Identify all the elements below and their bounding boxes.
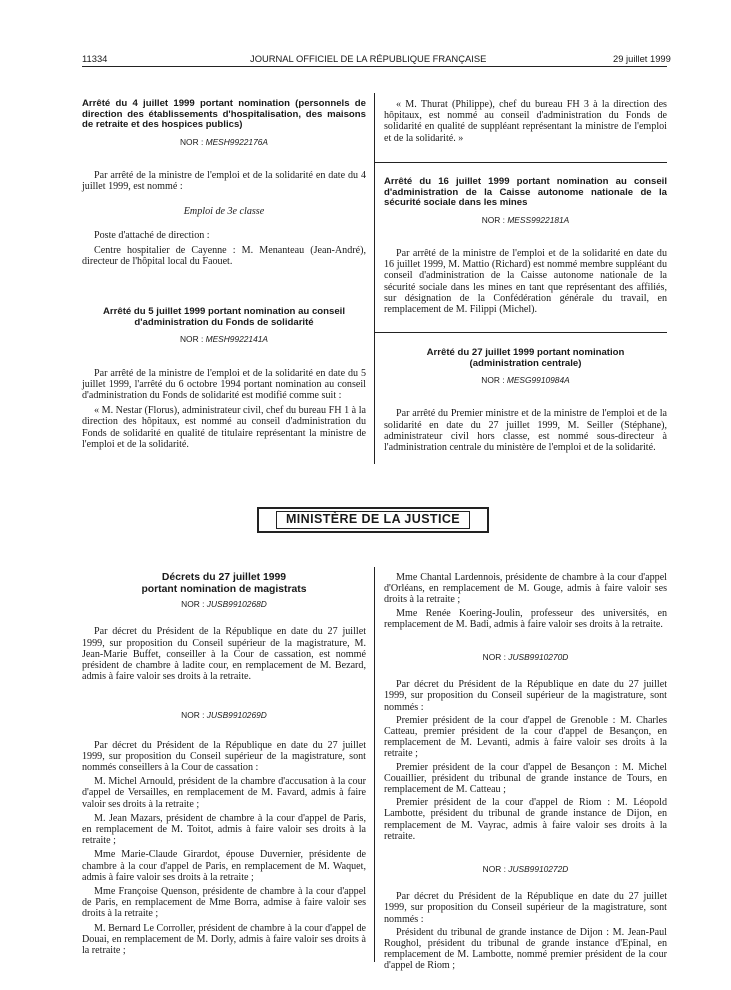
top-left-column (82, 99, 366, 450)
paragraph: Par arrêté du Premier ministre et de la ministre de l'emploi et de la solidarité en date du 27 juillet 1999, M. Seiller (Stéphane), administrateur civil hors classe, est nommé sous-directeur à l'administration centrale du ministère de l'emploi et de la solidarité. (384, 408, 667, 453)
section-rule-1 (375, 162, 667, 163)
top-right-column (384, 99, 667, 144)
paragraph: Mme Marie-Claude Girardot, épouse Duvernier, présidente de chambre à la cour d'appel de Paris, en remplacement de M. Waquet, admis à faire valoir ses droits à la retraite ; (82, 849, 366, 883)
paragraph: « M. Nestar (Florus), administrateur civil, chef du bureau FH 1 à la direction des hôpitaux, est nommé au conseil d'administration du Fonds de solidarité en qualité de titulaire représentant la ministre de l'emploi et de la solidarité. (82, 405, 366, 450)
section-title: Arrêté du 4 juillet 1999 portant nomination (personnels de direction des établissements d'hospitalisation, des maisons de retraite et des hospices publics) (82, 98, 366, 131)
ministry-label: MINISTÈRE DE LA JUSTICE (276, 511, 470, 528)
paragraph: Mme Renée Koering-Joulin, professeur des universités, en remplacement de M. Badi, admis à faire valoir ses droits à la retraite. (384, 607, 667, 630)
nor-reference: NOR : JUSB9910270D (482, 652, 569, 663)
nor-reference: NOR : JUSB9910269D (181, 710, 267, 721)
paragraph: Par décret du Président de la République en date du 27 juillet 1999, sur proposition du Conseil supérieur de la magistrature, sont nommés : (384, 891, 667, 925)
section-title: Arrêté du 16 juillet 1999 portant nomination au conseil d'administration de la Caisse autonome nationale de la sécurité sociale dans les mines (384, 176, 667, 209)
paragraph: Par arrêté de la ministre de l'emploi et de la solidarité en date du 16 juillet 1999, M. Mattio (Richard) est nommé membre suppléant du conseil d'administration de la Caisse autonome nationale de la sécurité sociale dans les mines en tant que représentant des affiliés, sur désignation de la Confédération générale du travail, en remplacement de M. Filippi (Michel). (384, 247, 667, 315)
decree-title: Décrets du 27 juillet 1999 (161, 572, 287, 583)
paragraph: Mme Françoise Quenson, présidente de chambre à la cour d'appel de Paris, en remplacement de Mme Borra, admise à faire valoir ses droits à la retraite ; (82, 886, 366, 920)
paragraph: Par arrêté de la ministre de l'emploi et de la solidarité en date du 4 juillet 1999, est nommé : (82, 169, 366, 193)
paragraph: Mme Chantal Lardennois, présidente de chambre à la cour d'appel d'Orléans, en remplacement de M. Gouge, admis à faire valoir ses droits à la retraite ; (384, 572, 667, 606)
nor-reference: NOR : MESH9922141A (180, 334, 268, 345)
column-divider-bottom (374, 567, 375, 962)
nor-reference: NOR : MESH9922176A (180, 136, 268, 147)
paragraph: M. Jean Mazars, président de chambre à la cour d'appel de Paris, en remplacement de M. Toitot, admis à faire valoir ses droits à la retraite ; (82, 812, 366, 847)
paragraph: Poste d'attaché de direction : (94, 229, 210, 241)
bottom-left-column (82, 572, 366, 956)
paragraph: Premier président de la cour d'appel de Riom : M. Léopold Lambotte, président du tribunal de grande instance de Dijon, en remplacement de M. Vayrac, admis à faire valoir ses droits à la retraite. (384, 797, 667, 842)
column-divider-top (374, 93, 375, 464)
top-right-section-4 (384, 348, 667, 453)
subheading: Emploi de 3e classe (183, 206, 265, 218)
paragraph: Par décret du Président de la République en date du 27 juillet 1999, sur proposition du Conseil supérieur de la magistrature, sont nommés conseillers à la Cour de cassation : (82, 739, 366, 774)
decree-subtitle: portant nomination de magistrats (141, 583, 307, 595)
top-right-section-3 (384, 177, 667, 315)
paragraph: Premier président de la cour d'appel de Grenoble : M. Charles Catteau, premier président de la cour d'appel de Besançon, en remplacement de M. Levanti, admis à faire valoir ses droits à la retraite ; (384, 714, 667, 760)
paragraph: Président du tribunal de grande instance de Dijon : M. Jean-Paul Roughol, président du tribunal de grande instance d'Epinal, en remplacement de M. Lambotte, nommé premier président de la cour d'appel de Riom ; (384, 926, 667, 972)
paragraph: Centre hospitalier de Cayenne : M. Menanteau (Jean-André), directeur de l'hôpital local du Faouet. (82, 244, 366, 267)
journal-title: JOURNAL OFFICIEL DE LA RÉPUBLIQUE FRANÇAISE (250, 53, 487, 64)
paragraph: M. Bernard Le Corroller, président de chambre à la cour d'appel de Douai, en remplacement de M. Dorly, admis à faire valoir ses droits à la retraite ; (82, 922, 366, 957)
page-number: 11334 (82, 53, 108, 64)
paragraph: Premier président de la cour d'appel de Besançon : M. Michel Couaillier, président du tribunal de grande instance de Tours, en remplacement de M. Catteau ; (384, 761, 667, 796)
nor-reference: NOR : MESS9922181A (481, 214, 570, 225)
ministry-heading (257, 507, 489, 533)
issue-date: 29 juillet 1999 (613, 53, 671, 64)
paragraph: « M. Thurat (Philippe), chef du bureau FH 3 à la direction des hôpitaux, est nommé au conseil d'administration du Fonds de solidarité en qualité de suppléant représentant la ministre de l'emploi et de la solidarité. » (384, 99, 667, 144)
paragraph: Par décret du Président de la République en date du 27 juillet 1999, sur proposition du Conseil supérieur de la magistrature, M. Jean-Marie Buffet, conseiller à la Cour de cassation, est nommé président de chambre à ladite cour, en remplacement de M. Bezard, admis à faire valoir ses droits à la retraite. (82, 626, 366, 683)
header-rule (82, 66, 667, 67)
section-title: Arrêté du 27 juillet 1999 portant nomination (administration centrale) (426, 347, 625, 369)
paragraph: Par décret du Président de la République en date du 27 juillet 1999, sur proposition du Conseil supérieur de la magistrature, sont nommés : (384, 679, 667, 713)
paragraph: Par arrêté de la ministre de l'emploi et de la solidarité en date du 5 juillet 1999, l'arrêté du 6 octobre 1994 portant nomination au conseil d'administration du Fonds de solidarité est modifié comme suit : (82, 367, 366, 401)
bottom-right-column (384, 572, 667, 972)
section-rule-2 (375, 332, 667, 333)
nor-reference: NOR : JUSB9910272D (482, 864, 569, 875)
paragraph: M. Michel Arnould, président de la chambre d'accusation à la cour d'appel de Versailles, en remplacement de M. Favard, admis à faire valoir ses droits à la retraite ; (82, 776, 366, 810)
nor-reference: NOR : JUSB9910268D (181, 599, 267, 610)
nor-reference: NOR : MESG9910984A (481, 375, 570, 386)
section-title: Arrêté du 5 juillet 1999 portant nomination au conseil d'administration du Fonds de solidarité (102, 306, 346, 328)
